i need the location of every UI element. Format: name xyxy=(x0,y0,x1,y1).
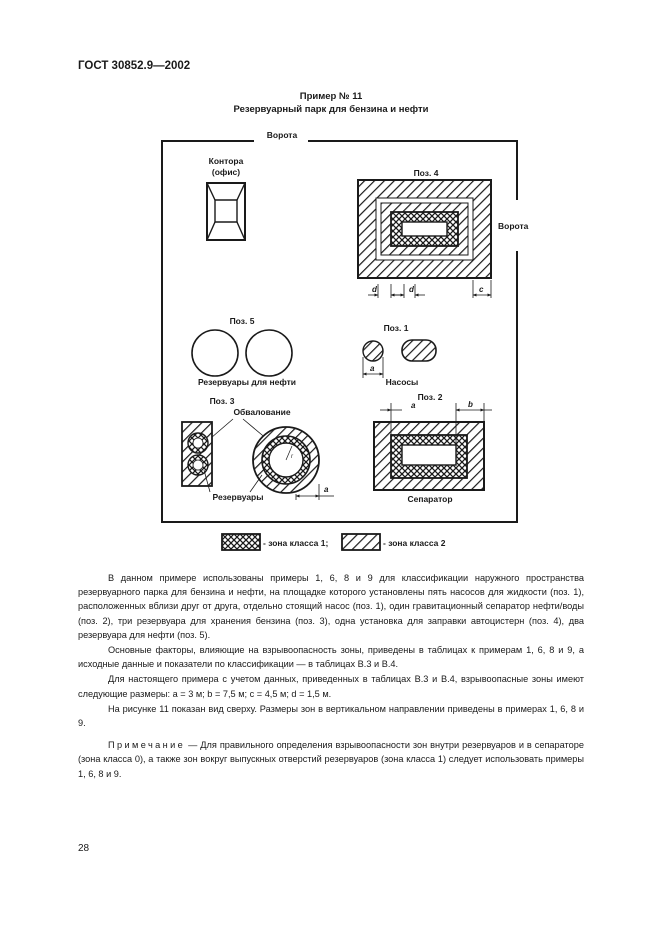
office-label-sub: (офис) xyxy=(211,167,241,177)
pumps-label: Насосы xyxy=(385,377,419,387)
paragraph-2: Основные факторы, влияющие на взрывоопасность зоны, приведены в таблицах к примерам 1, 6, 8 и 9, а исходные данные и показатели по классификации — в таблицах В.3 и В.4. xyxy=(78,645,584,670)
pos4-loading-station xyxy=(358,168,491,298)
pos1-label: Поз. 1 xyxy=(383,323,409,333)
legend xyxy=(222,534,446,550)
pos5-label: Поз. 5 xyxy=(229,316,255,326)
note-label: Примечание xyxy=(108,740,186,751)
dim-d-label-2: d xyxy=(409,285,414,294)
office-building xyxy=(207,156,245,240)
dim-a-label-3: a xyxy=(324,485,329,494)
embankment-label: Обвалование xyxy=(233,407,291,417)
separator-label: Сепаратор xyxy=(407,494,453,504)
pos4-label: Поз. 4 xyxy=(413,168,439,178)
legend-zone1-swatch xyxy=(222,534,260,550)
paragraph-3: Для настоящего примера с учетом данных, приведенных в таблицах В.3 и В.4, взрывоопасные зоны имеют следующие размеры: a = 3 м; b = 7,5 м; c = 4,5 м; d = 1,5 м. xyxy=(78,674,584,699)
pos1-pumps xyxy=(363,323,436,387)
pos3-gasoline-tanks xyxy=(182,396,334,502)
pos3-label: Поз. 3 xyxy=(209,396,235,406)
pos5-oil-tanks xyxy=(192,316,296,387)
page-number: 28 xyxy=(78,843,90,854)
paragraph-1: В данном примере использованы примеры 1, 6, 8 и 9 для классификации наружного пространства резервуарного парка для бензина и нефти, на площадке которого установлены пять насосов для жидкости (поз. 1), расположенных вблизи друг от друга, отдельно стоящий насос (поз. 1), один гравитационный сепаратор нефти/воды (поз. 2), три резервуара для хранения бензина (поз. 3), одна установка для заправки автоцистерн (поз. 4), два резервуара для нефти (поз. 5). xyxy=(78,573,584,640)
tanks-label: Резервуары xyxy=(212,492,264,502)
pos2-label: Поз. 2 xyxy=(417,392,443,402)
gate-top-label: Ворота xyxy=(266,130,298,140)
dim-a-label-2: a xyxy=(411,401,416,410)
legend-zone1-label: - зона класса 1; xyxy=(263,538,329,548)
office-label: Контора xyxy=(208,156,244,166)
dim-c-label: c xyxy=(479,285,484,294)
dim-d-label: d xyxy=(372,285,377,294)
legend-zone2-swatch xyxy=(342,534,380,550)
oil-tanks-label: Резервуары для нефти xyxy=(197,377,297,387)
paragraph-4: На рисунке 11 показан вид сверху. Размеры зон в вертикальном направлении приведены в примерах 1, 6, 8 и 9. xyxy=(78,703,584,729)
legend-zone2-label: - зона класса 2 xyxy=(383,538,446,548)
figure-caption-title: Резервуарный парк для бензина и нефти xyxy=(233,104,429,115)
figure-caption-number: Пример № 11 xyxy=(299,91,363,102)
body-text xyxy=(78,571,584,782)
dim-a-label: a xyxy=(370,364,375,373)
note-text: — Для правильного определения взрывоопасности зон внутри резервуаров и в сепараторе (зона класса 0), а также зон вокруг выпускных отверстий резервуаров (зона класса 1) следует использовать примеры 1, 6, 8 и 9. xyxy=(78,740,584,779)
standard-header: ГОСТ 30852.9—2002 xyxy=(78,60,191,72)
radius-label: r xyxy=(291,454,293,460)
gate-right-label: Ворота xyxy=(498,221,529,231)
note-paragraph xyxy=(78,738,584,781)
pos2-separator xyxy=(374,392,492,504)
dim-b-label: b xyxy=(468,400,473,409)
